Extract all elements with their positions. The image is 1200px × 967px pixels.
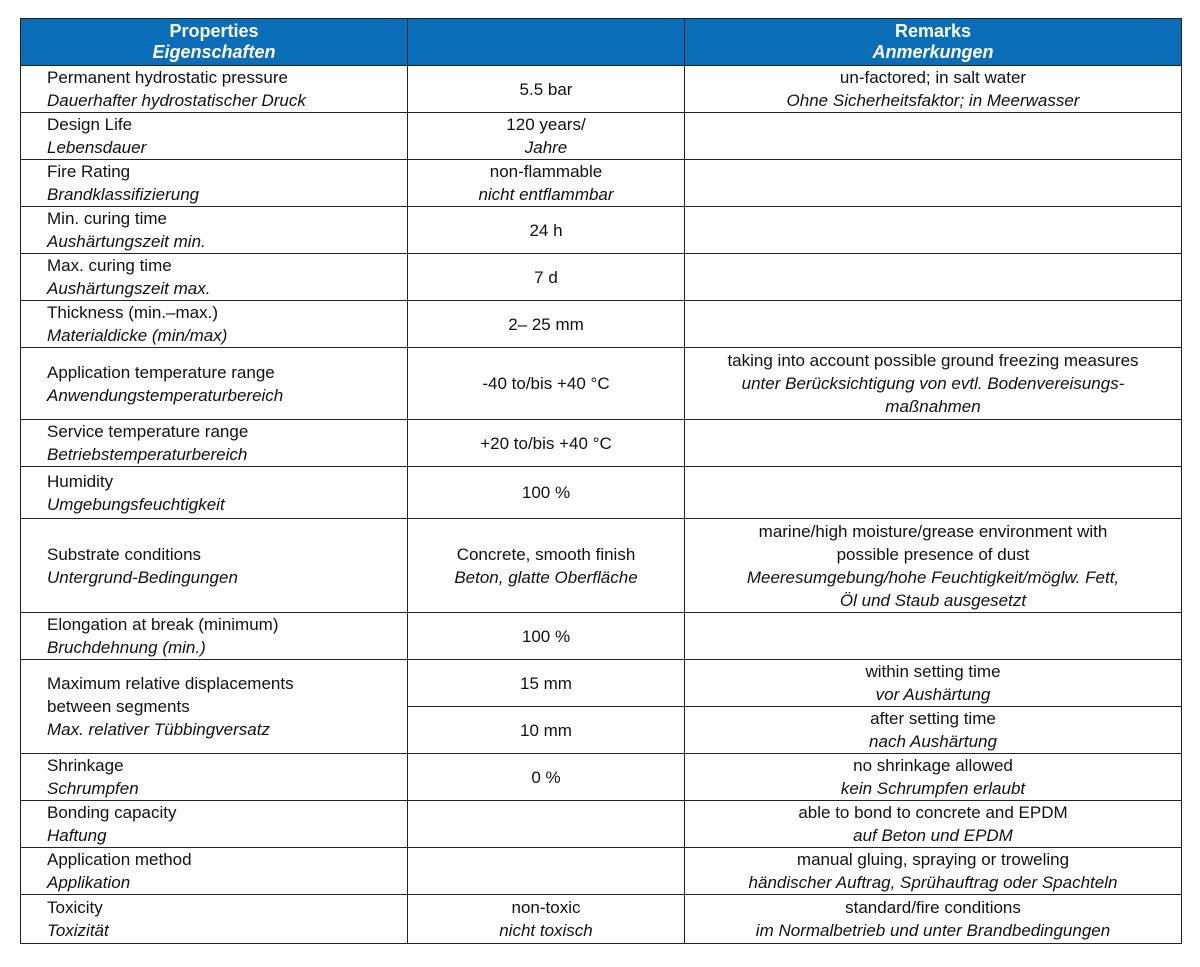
property-en: Application method (47, 850, 192, 869)
value-cell (408, 467, 685, 519)
value-cell (408, 613, 685, 660)
remark-de-line2: maßnahmen (885, 397, 981, 416)
property-cell (21, 754, 408, 801)
value-cell (408, 519, 685, 613)
remark-de: händischer Auftrag, Sprühauftrag oder Spachteln (748, 873, 1118, 892)
property-en: Shrinkage (47, 756, 124, 775)
remark-de: auf Beton und EPDM (853, 826, 1013, 845)
table-row (21, 348, 1182, 420)
remark-de: unter Berücksichtigung von evtl. Bodenvereisungs- (741, 374, 1125, 393)
remark-de-line2: Öl und Staub ausgesetzt (839, 590, 1027, 610)
value-en: non-toxic (511, 898, 581, 917)
property-en: Humidity (47, 471, 114, 491)
property-en: Bonding capacity (47, 803, 177, 822)
table-row (21, 66, 1182, 113)
remark-en: no shrinkage allowed (853, 756, 1013, 775)
property-de: Haftung (47, 826, 107, 845)
value-cell (408, 420, 685, 467)
property-de: Aushärtungszeit min. (47, 232, 206, 251)
remark-cell (685, 301, 1182, 348)
table-row (21, 613, 1182, 660)
value-cell (408, 66, 685, 113)
header-value (408, 19, 685, 66)
table-row (21, 301, 1182, 348)
value-de: nicht toxisch (499, 921, 593, 940)
remark-de: Meeresumgebung/hohe Feuchtigkeit/möglw. Fett, (746, 567, 1120, 587)
property-de: Bruchdehnung (min.) (47, 638, 206, 657)
property-de: Materialdicke (min/max) (47, 326, 228, 345)
property-cell (21, 113, 408, 160)
value-en: 7 d (534, 267, 558, 287)
property-cell (21, 348, 408, 420)
property-cell (21, 254, 408, 301)
property-en: Max. curing time (47, 256, 172, 275)
value-cell (408, 801, 685, 848)
property-de: Untergrund-Bedingungen (47, 567, 238, 587)
property-cell (21, 66, 408, 113)
remark-cell (685, 113, 1182, 160)
property-cell (21, 420, 408, 467)
property-cell (21, 801, 408, 848)
header-remarks-de: Anmerkungen (872, 42, 994, 62)
remark-cell (685, 467, 1182, 519)
table-row (21, 467, 1182, 519)
property-cell (21, 519, 408, 613)
remark-cell (685, 707, 1182, 754)
property-cell (21, 301, 408, 348)
property-en: Elongation at break (minimum) (47, 615, 279, 634)
remark-en: able to bond to concrete and EPDM (798, 803, 1068, 822)
table-row (21, 254, 1182, 301)
remark-cell (685, 348, 1182, 420)
properties-table (20, 18, 1182, 944)
remark-cell (685, 660, 1182, 707)
property-en: Application temperature range (47, 362, 275, 382)
table-row (21, 895, 1182, 944)
table-row (21, 420, 1182, 467)
property-de: Dauerhafter hydrostatischer Druck (47, 91, 306, 110)
property-en-line2: between segments (47, 697, 190, 716)
value-en: non-flammable (489, 162, 603, 181)
remark-cell (685, 613, 1182, 660)
value-en: 5.5 bar (519, 79, 573, 99)
remark-de: kein Schrumpfen erlaubt (840, 779, 1026, 798)
value-en: Concrete, smooth finish (456, 544, 636, 564)
remark-en: standard/fire conditions (845, 898, 1021, 917)
property-en: Min. curing time (47, 209, 167, 228)
table-row (21, 113, 1182, 160)
value-cell (408, 848, 685, 895)
table-row (21, 848, 1182, 895)
remark-cell (685, 207, 1182, 254)
remark-en: within setting time (865, 662, 1001, 681)
header-remarks (685, 19, 1182, 66)
remark-en: marine/high moisture/grease environment with (758, 521, 1108, 541)
remark-en: taking into account possible ground freezing measures (727, 351, 1139, 370)
remark-en: after setting time (870, 709, 996, 728)
property-cell (21, 160, 408, 207)
value-en: 24 h (529, 220, 563, 240)
value-cell (408, 895, 685, 944)
table-row (21, 801, 1182, 848)
value-cell (408, 707, 685, 754)
property-de: Schrumpfen (47, 779, 139, 798)
property-en: Fire Rating (47, 162, 131, 181)
property-de: Lebensdauer (47, 138, 147, 157)
remark-de: Ohne Sicherheitsfaktor; in Meerwasser (786, 91, 1080, 110)
value-en: 10 mm (520, 720, 572, 740)
remark-en: un-factored; in salt water (839, 68, 1027, 87)
property-cell (21, 207, 408, 254)
property-de: Max. relativer Tübbingversatz (47, 720, 270, 739)
value-en: 100 % (521, 626, 571, 646)
remark-de: nach Aushärtung (869, 732, 997, 751)
value-cell (408, 207, 685, 254)
table-row (21, 207, 1182, 254)
property-de: Brandklassifizierung (47, 185, 200, 204)
property-cell (21, 848, 408, 895)
table-row (21, 160, 1182, 207)
property-de: Betriebstemperaturbereich (47, 445, 248, 464)
remark-cell (685, 754, 1182, 801)
remark-en: manual gluing, spraying or troweling (796, 850, 1070, 869)
table-row (21, 754, 1182, 801)
header-properties (21, 19, 408, 66)
value-cell (408, 160, 685, 207)
remark-de: im Normalbetrieb und unter Brandbedingungen (755, 921, 1111, 940)
value-de: nicht entflammbar (478, 185, 614, 204)
value-cell (408, 113, 685, 160)
property-de: Aushärtungszeit max. (47, 279, 211, 298)
value-en: 0 % (531, 767, 561, 787)
value-cell (408, 254, 685, 301)
value-en: -40 to/bis +40 °C (482, 374, 610, 393)
value-en: 120 years/ (506, 115, 586, 134)
property-en: Permanent hydrostatic pressure (47, 68, 288, 87)
value-cell (408, 754, 685, 801)
value-en: 2– 25 mm (508, 314, 584, 334)
remark-cell (685, 420, 1182, 467)
remark-cell (685, 66, 1182, 113)
header-properties-de: Eigenschaften (152, 42, 276, 62)
value-en: 100 % (521, 483, 571, 502)
property-cell (21, 467, 408, 519)
remark-de: vor Aushärtung (875, 685, 991, 704)
property-en: Substrate conditions (47, 544, 202, 564)
property-en: Toxicity (47, 898, 103, 917)
property-cell (21, 660, 408, 754)
table-row-displacement (21, 660, 1182, 707)
property-de: Applikation (47, 873, 131, 892)
table-header-row (21, 19, 1182, 66)
header-remarks-en: Remarks (894, 21, 972, 41)
remark-cell (685, 895, 1182, 944)
property-cell (21, 613, 408, 660)
property-cell (21, 895, 408, 944)
remark-cell (685, 519, 1182, 613)
value-de: Beton, glatte Oberfläche (454, 567, 638, 587)
remark-cell (685, 254, 1182, 301)
remark-cell (685, 848, 1182, 895)
remark-cell (685, 801, 1182, 848)
property-en: Service temperature range (47, 422, 249, 441)
property-en: Thickness (min.–max.) (47, 303, 218, 322)
property-de: Anwendungstemperaturbereich (47, 385, 284, 405)
property-en: Maximum relative displacements (47, 674, 294, 693)
property-de: Toxizität (47, 921, 109, 940)
remark-cell (685, 160, 1182, 207)
property-de: Umgebungsfeuchtigkeit (47, 494, 225, 514)
value-cell (408, 348, 685, 420)
header-properties-en: Properties (169, 21, 259, 41)
remark-en-line2: possible presence of dust (836, 544, 1030, 564)
value-en: +20 to/bis +40 °C (480, 433, 612, 453)
value-cell (408, 660, 685, 707)
table-row (21, 519, 1182, 613)
value-en: 15 mm (520, 673, 572, 693)
value-cell (408, 301, 685, 348)
value-de: Jahre (524, 138, 568, 157)
property-en: Design Life (47, 115, 133, 134)
